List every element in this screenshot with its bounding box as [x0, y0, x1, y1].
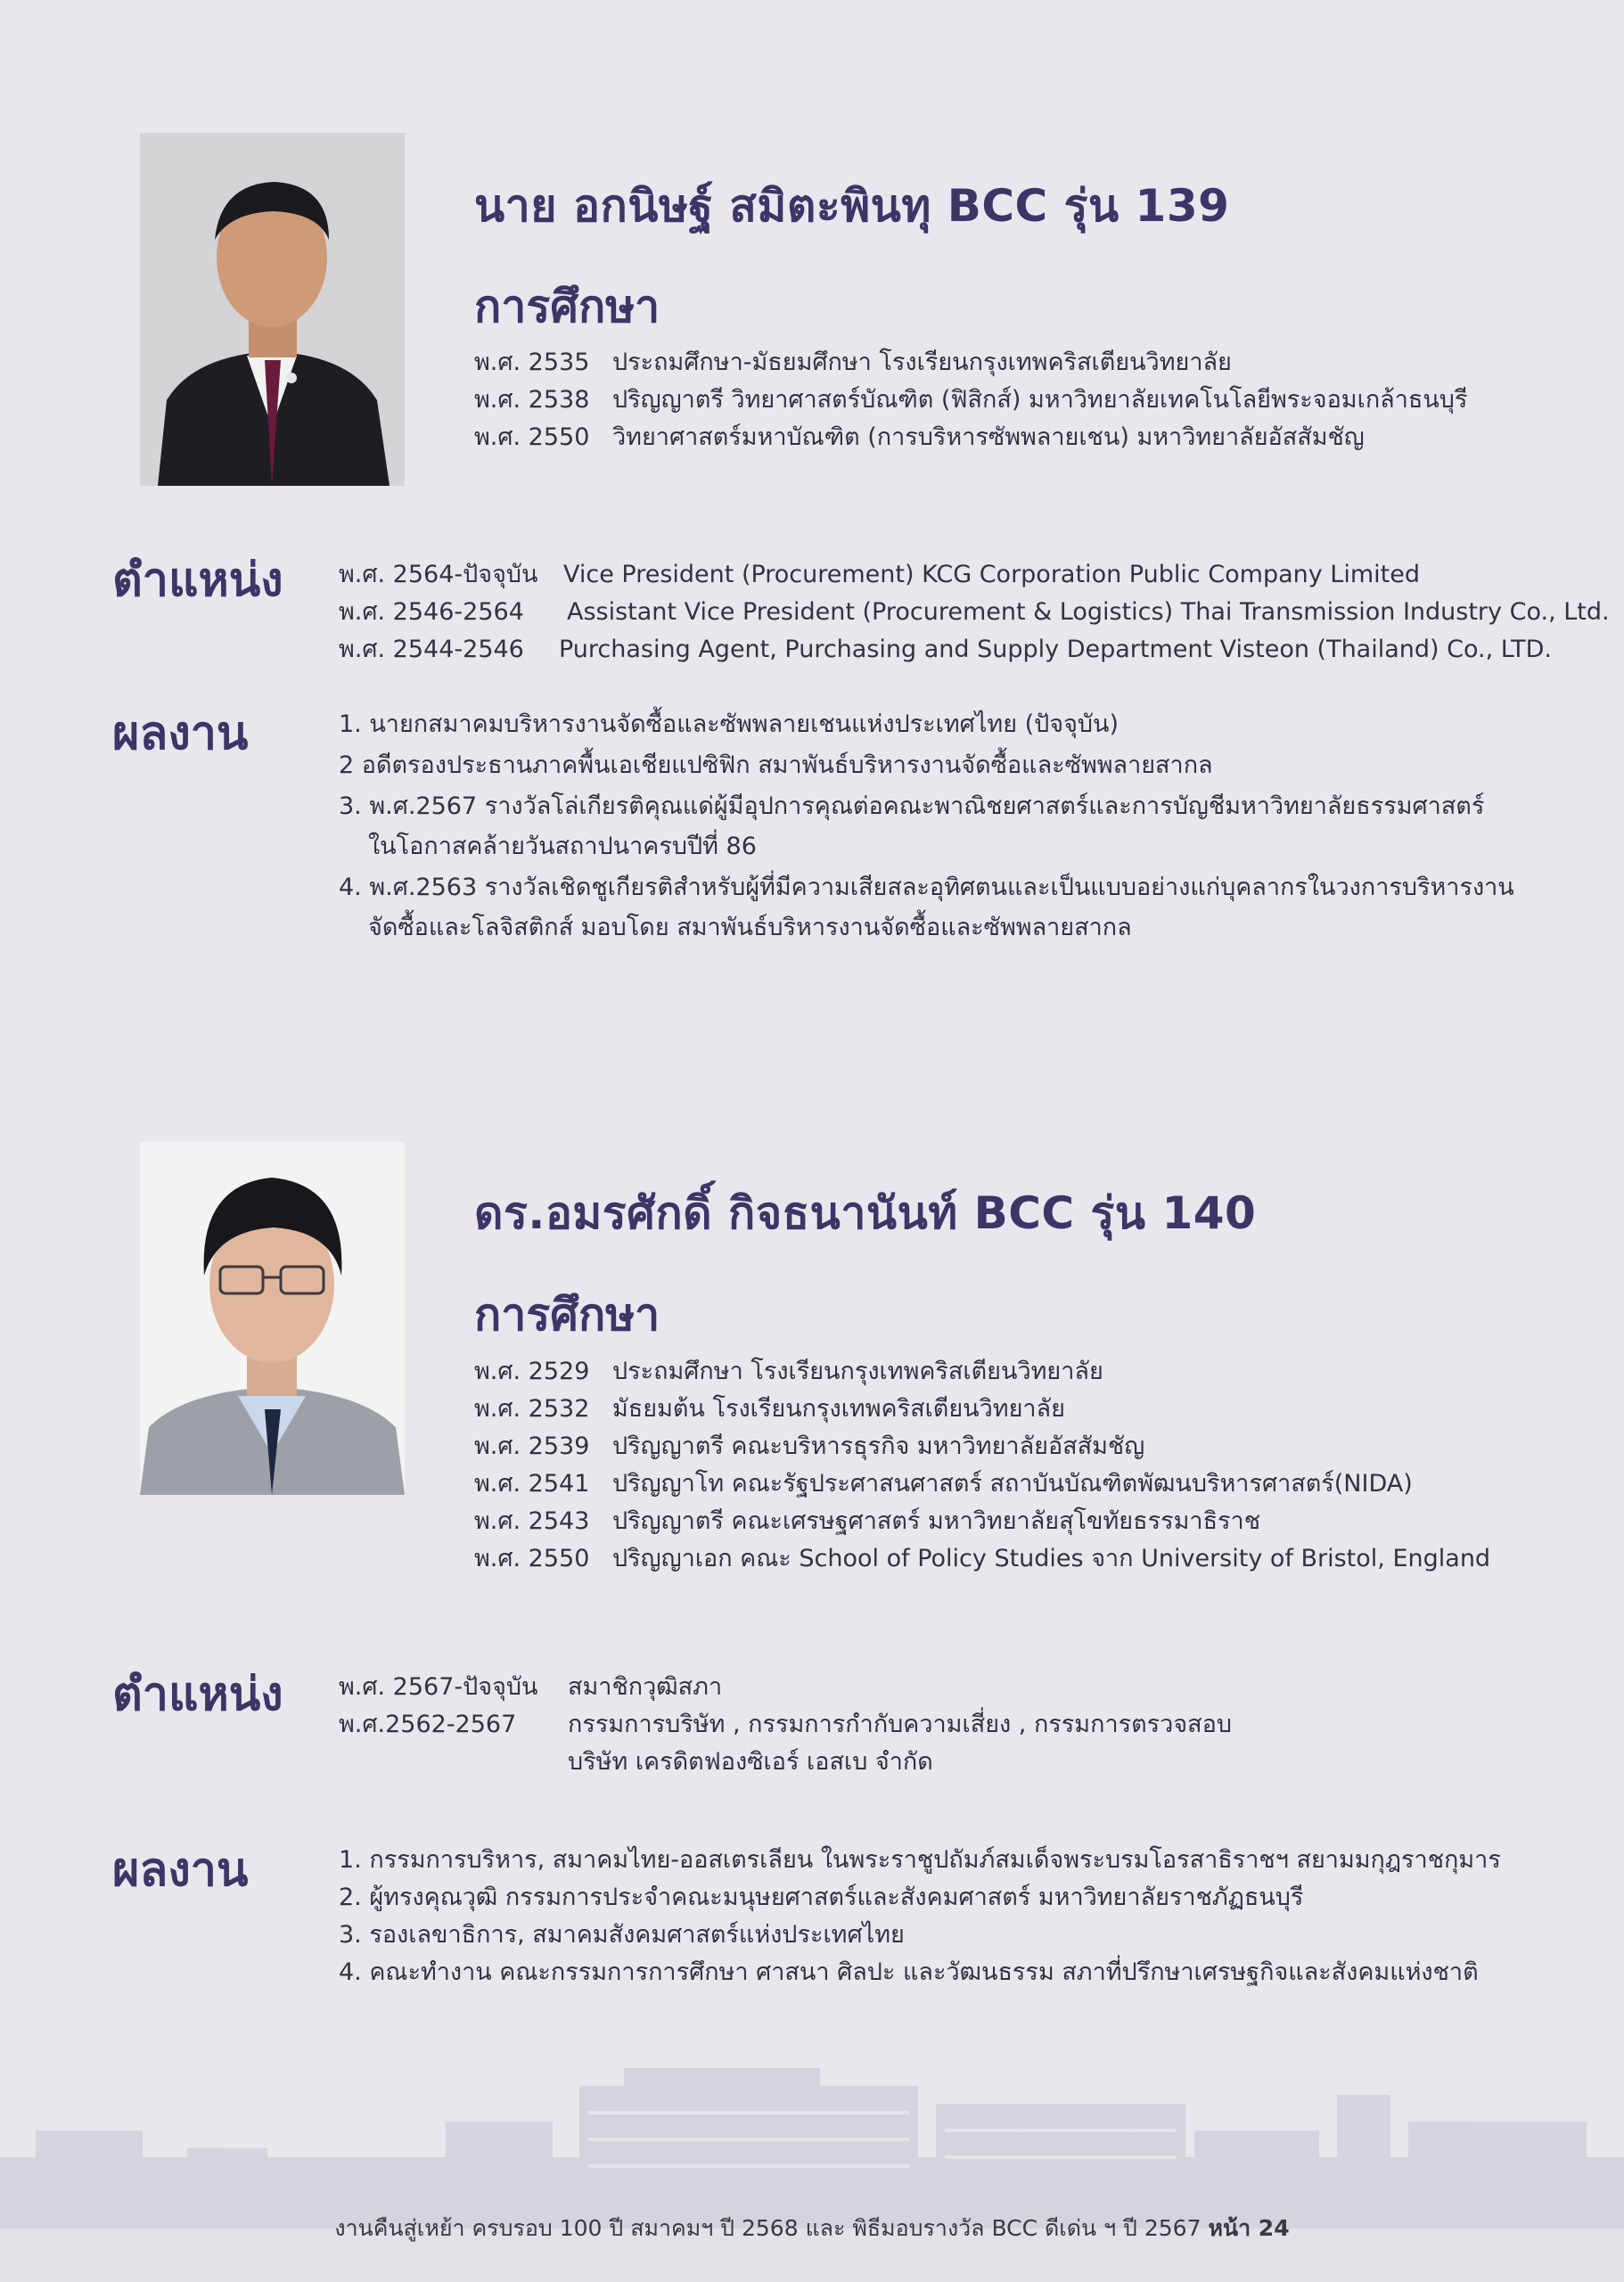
works-item: 3. รองเลขาธิการ, สมาคมสังคมศาสตร์แห่งประเทศไทย: [339, 1921, 905, 1949]
position-line: [339, 1669, 722, 1706]
person-name: นาย อกนิษฐ์ สมิตะพินทุ BCC รุ่น 139: [474, 180, 1230, 232]
position-text: Vice President (Procurement) KCG Corporation Public Company Limited: [563, 561, 1420, 588]
education-line: [474, 1503, 1260, 1540]
education-text: ปริญญาโท คณะรัฐประศาสนศาสตร์ สถาบันบัณฑิตพัฒนบริหารศาสตร์(NIDA): [612, 1470, 1413, 1498]
education-line: [474, 1391, 1065, 1428]
education-line: [474, 1353, 1103, 1391]
position-text: สมาชิกวุฒิสภา: [568, 1673, 723, 1701]
works-item: 4. คณะทำงาน คณะกรรมการการศึกษา ศาสนา ศิลปะ และวัฒนธรรม สภาที่ปรึกษาเศรษฐกิจและสังคมแห่งชาติ: [339, 1958, 1479, 1986]
education-line: [474, 419, 1365, 456]
education-heading: การศึกษา: [474, 1289, 660, 1341]
education-text: ปริญญาตรี วิทยาศาสตร์บัณฑิต (ฟิสิกส์) มหาวิทยาลัยเทคโนโลยีพระจอมเกล้าธนบุรี: [612, 386, 1468, 414]
education-line: [474, 344, 1232, 382]
portrait-photo: [140, 1142, 405, 1495]
education-text: ปริญญาเอก คณะ School of Policy Studies จาก University of Bristol, England: [612, 1545, 1491, 1572]
works-item: 3. พ.ศ.2567 รางวัลโล่เกียรติคุณแด่ผู้มีอุปการคุณต่อคณะพาณิชยศาสตร์และการบัญชีมหาวิทยาลัยธรรมศาสตร์: [339, 792, 1485, 820]
education-year: พ.ศ. 2535: [474, 349, 590, 376]
works-item-continuation: จัดซื้อและโลจิสติกส์ มอบโดย สมาพันธ์บริหารงานจัดซื้อและซัพพลายสากล: [368, 914, 1132, 941]
education-line: [474, 1540, 1490, 1578]
position-year: พ.ศ. 2544-2546: [339, 636, 524, 663]
position-heading: ตำแหน่ง: [112, 1668, 283, 1721]
education-year: พ.ศ. 2543: [474, 1507, 590, 1535]
education-line: [474, 1465, 1413, 1503]
education-year: พ.ศ. 2532: [474, 1395, 590, 1423]
position-line: [339, 556, 1420, 594]
position-text: Purchasing Agent, Purchasing and Supply Department Visteon (Thailand) Co., LTD.: [559, 636, 1552, 663]
position-line: [339, 1706, 1232, 1744]
works-item: 2. ผู้ทรงคุณวุฒิ กรรมการประจำคณะมนุษยศาสตร์และสังคมศาสตร์ มหาวิทยาลัยราชภัฏธนบุรี: [339, 1884, 1304, 1911]
page-footer: [0, 2211, 1624, 2246]
position-text: Assistant Vice President (Procurement & Logistics) Thai Transmission Industry Co., Ltd.: [567, 598, 1610, 626]
works-item-continuation: ในโอกาสคล้ายวันสถาปนาครบปีที่ 86: [368, 833, 757, 860]
position-text: กรรมการบริษัท , กรรมการกำกับความเสี่ยง , กรรมการตรวจสอบ: [568, 1711, 1232, 1738]
position-year: พ.ศ.2562-2567: [339, 1711, 517, 1738]
position-year: พ.ศ. 2564-ปัจจุบัน: [339, 561, 538, 588]
education-text: ปริญญาตรี คณะเศรษฐศาสตร์ มหาวิทยาลัยสุโขทัยธรรมาธิราช: [612, 1507, 1261, 1535]
education-year: พ.ศ. 2539: [474, 1432, 590, 1460]
works-heading: ผลงาน: [112, 1843, 249, 1897]
education-text: ประถมศึกษา โรงเรียนกรุงเทพคริสเตียนวิทยาลัย: [612, 1358, 1103, 1385]
works-item: 2 อดีตรองประธานภาคพื้นเอเชียแปซิฟิก สมาพันธ์บริหารงานจัดซื้อและซัพพลายสากล: [339, 751, 1213, 779]
education-line: [474, 1428, 1144, 1465]
position-heading: ตำแหน่ง: [112, 554, 283, 607]
portrait-photo: [140, 133, 405, 486]
position-year: พ.ศ. 2546-2564: [339, 598, 524, 626]
education-year: พ.ศ. 2541: [474, 1470, 590, 1498]
education-year: พ.ศ. 2538: [474, 386, 590, 414]
position-text: บริษัท เครดิตฟองซิเอร์ เอสเบ จำกัด: [568, 1748, 933, 1776]
education-year: พ.ศ. 2529: [474, 1358, 590, 1385]
education-text: ประถมศึกษา-มัธยมศึกษา โรงเรียนกรุงเทพคริสเตียนวิทยาลัย: [612, 349, 1232, 376]
education-year: พ.ศ. 2550: [474, 423, 590, 451]
education-text: มัธยมต้น โรงเรียนกรุงเทพคริสเตียนวิทยาลัย: [612, 1395, 1065, 1423]
works-heading: ผลงาน: [112, 707, 249, 760]
works-item: 1. นายกสมาคมบริหารงานจัดซื้อและซัพพลายเชนแห่งประเทศไทย (ปัจจุบัน): [339, 710, 1120, 738]
education-year: พ.ศ. 2550: [474, 1545, 590, 1572]
position-line: [339, 594, 1610, 631]
works-item: 4. พ.ศ.2563 รางวัลเชิดชูเกียรติสำหรับผู้ที่มีความเสียสละอุทิศตนและเป็นแบบอย่างแก่บุคลากรในวงการบริหารงาน: [339, 874, 1514, 901]
education-line: [474, 382, 1467, 419]
page-number: หน้า 24: [1208, 2215, 1290, 2241]
position-line: [339, 1744, 933, 1781]
footer-text: งานคืนสู่เหย้า ครบรอบ 100 ปี สมาคมฯ ปี 2568 และ พิธีมอบรางวัล BCC ดีเด่น ฯ ปี 2567: [334, 2215, 1202, 2241]
background-buildings-illustration: [0, 2050, 1624, 2282]
man-in-suit-portrait: [140, 133, 405, 486]
education-text: ปริญญาตรี คณะบริหารธุรกิจ มหาวิทยาลัยอัสสัมชัญ: [612, 1432, 1145, 1460]
works-item: 1. กรรมการบริหาร, สมาคมไทย-ออสเตรเลียน ในพระราชูปถัมภ์สมเด็จพระบรมโอรสาธิราชฯ สยามมกุฎราชกุมาร: [339, 1846, 1501, 1874]
man-with-glasses-portrait: [140, 1142, 405, 1495]
education-heading: การศึกษา: [474, 281, 660, 332]
person-name: ดร.อมรศักดิ์ กิจธนานันท์ BCC รุ่น 140: [474, 1187, 1257, 1239]
position-line: [339, 631, 1552, 669]
position-year: พ.ศ. 2567-ปัจจุบัน: [339, 1673, 538, 1701]
education-text: วิทยาศาสตร์มหาบัณฑิต (การบริหารซัพพลายเชน) มหาวิทยาลัยอัสสัมชัญ: [612, 423, 1365, 451]
